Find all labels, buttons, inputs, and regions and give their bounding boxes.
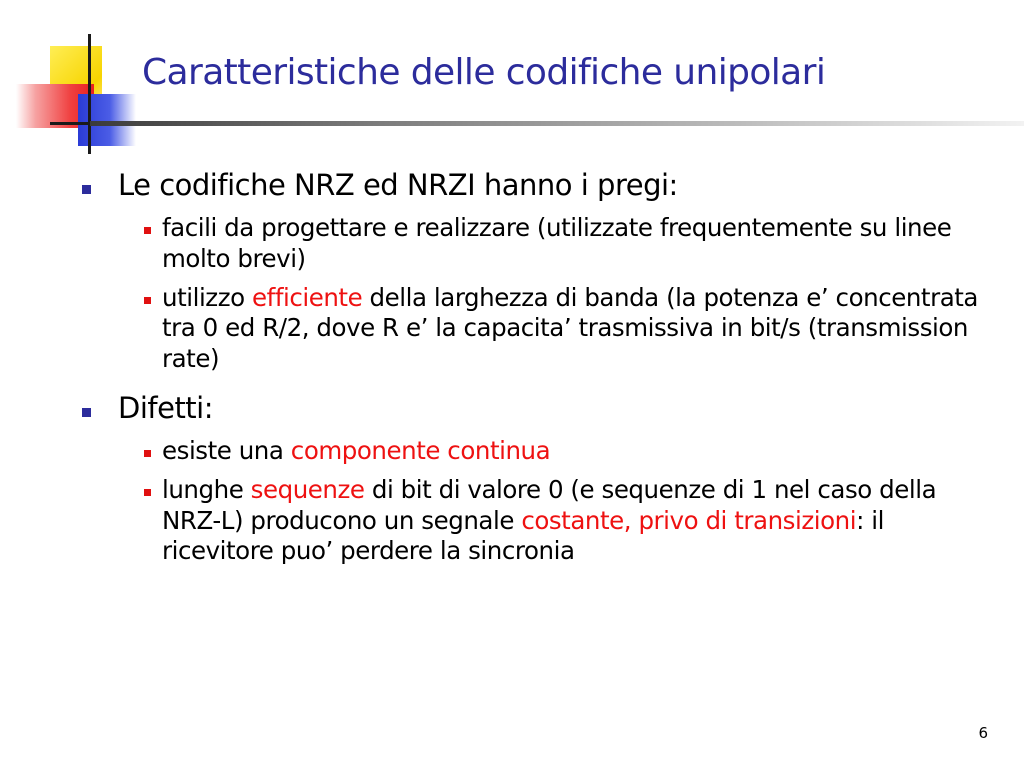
difetti-item-sequenze-part3: : il ricevitore puo’ perdere la sincronia bbox=[162, 505, 884, 566]
highlight-efficiente: efficiente bbox=[252, 282, 363, 312]
logo-blue-square bbox=[78, 94, 136, 146]
sub-bullet-square-icon bbox=[144, 297, 151, 304]
highlight-sequenze: sequenze bbox=[250, 474, 365, 504]
highlight-costante: costante, privo di transizioni bbox=[521, 505, 857, 535]
pregi-item-utilizzo-part1: utilizzo bbox=[162, 282, 253, 312]
pregi-item-utilizzo-part2: della larghezza di banda (la potenza e’ concentrata tra 0 ed R/2, dove R e’ la capacita’ trasmissiva in bit/s (transmission rate) bbox=[162, 282, 978, 374]
slide-content bbox=[80, 168, 1000, 575]
pregi-sublist bbox=[118, 213, 1000, 375]
decorative-squares-logo bbox=[14, 34, 154, 154]
bullet-pregi-text: Le codifiche NRZ ed NRZI hanno i pregi: bbox=[118, 168, 678, 202]
logo-vertical-line bbox=[88, 34, 91, 154]
difetti-item-componente bbox=[118, 436, 1000, 467]
bullet-difetti bbox=[80, 391, 1000, 567]
bullet-pregi bbox=[80, 168, 1000, 375]
difetti-item-sequenze-part2: di bit di valore 0 (e sequenze di 1 nel caso della NRZ-L) producono un segnale bbox=[162, 474, 937, 535]
pregi-item-utilizzo bbox=[118, 283, 1000, 376]
bullet-list bbox=[80, 168, 1000, 567]
difetti-sublist bbox=[118, 436, 1000, 567]
pregi-item-facili bbox=[118, 213, 1000, 275]
difetti-item-sequenze bbox=[118, 475, 1000, 568]
pregi-item-facili-text: facili da progettare e realizzare (utilizzate frequentemente su linee molto brevi) bbox=[162, 212, 952, 273]
sub-bullet-square-icon bbox=[144, 227, 151, 234]
difetti-item-componente-part1: esiste una bbox=[162, 435, 291, 465]
bullet-square-icon bbox=[82, 185, 91, 194]
sub-bullet-square-icon bbox=[144, 489, 151, 496]
bullet-square-icon bbox=[82, 408, 91, 417]
highlight-componente-continua: componente continua bbox=[290, 435, 551, 465]
title-underline bbox=[90, 121, 1024, 126]
slide-title: Caratteristiche delle codifiche unipolari bbox=[142, 52, 826, 93]
page-number: 6 bbox=[978, 724, 988, 742]
sub-bullet-square-icon bbox=[144, 450, 151, 457]
bullet-difetti-text: Difetti: bbox=[118, 391, 214, 426]
difetti-item-sequenze-part1: lunghe bbox=[162, 474, 251, 504]
